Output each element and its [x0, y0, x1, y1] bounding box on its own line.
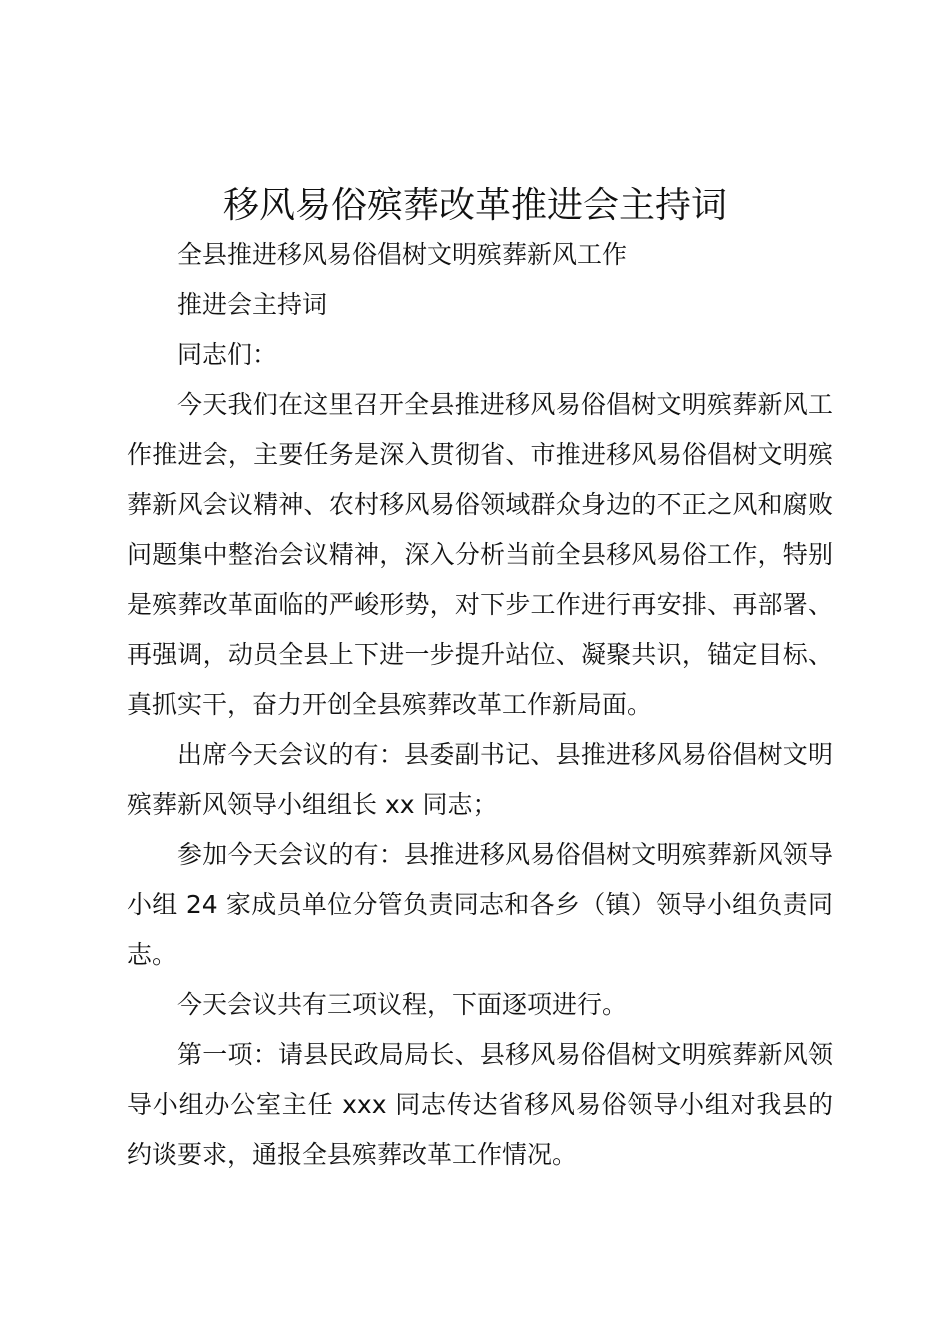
paragraph: 参加今天会议的有：县推进移风易俗倡树文明殡葬新风领导小组 24 家成员单位分管负责同志和各乡（镇）领导小组负责同志。 — [127, 840, 833, 969]
paragraph: 推进会主持词 — [177, 290, 328, 319]
paragraph: 出席今天会议的有：县委副书记、县推进移风易俗倡树文明殡葬新风领导小组组长 xx 同志； — [127, 740, 833, 819]
document-body — [127, 230, 833, 1180]
paragraph: 今天我们在这里召开全县推进移风易俗倡树文明殡葬新风工作推进会，主要任务是深入贯彻省、市推进移风易俗倡树文明殡葬新风会议精神、农村移风易俗领域群众身边的不正之风和腐败问题集中整治会议精神，深入分析当前全县移风易俗工作，特别是殡葬改革面临的严峻形势，对下步工作进行再安排、再部署、再强调，动员全县上下进一步提升站位、凝聚共识，锚定目标、真抓实干，奋力开创全县殡葬改革工作新局面。 — [127, 390, 833, 719]
paragraph: 全县推进移风易俗倡树文明殡葬新风工作 — [177, 240, 628, 269]
paragraph: 第一项：请县民政局局长、县移风易俗倡树文明殡葬新风领导小组办公室主任 xxx 同志传达省移风易俗领导小组对我县的约谈要求，通报全县殡葬改革工作情况。 — [127, 1040, 833, 1169]
paragraph: 今天会议共有三项议程，下面逐项进行。 — [177, 990, 628, 1019]
paragraph: 同志们： — [177, 340, 278, 369]
document-title: 移风易俗殡葬改革推进会主持词 — [222, 185, 727, 226]
